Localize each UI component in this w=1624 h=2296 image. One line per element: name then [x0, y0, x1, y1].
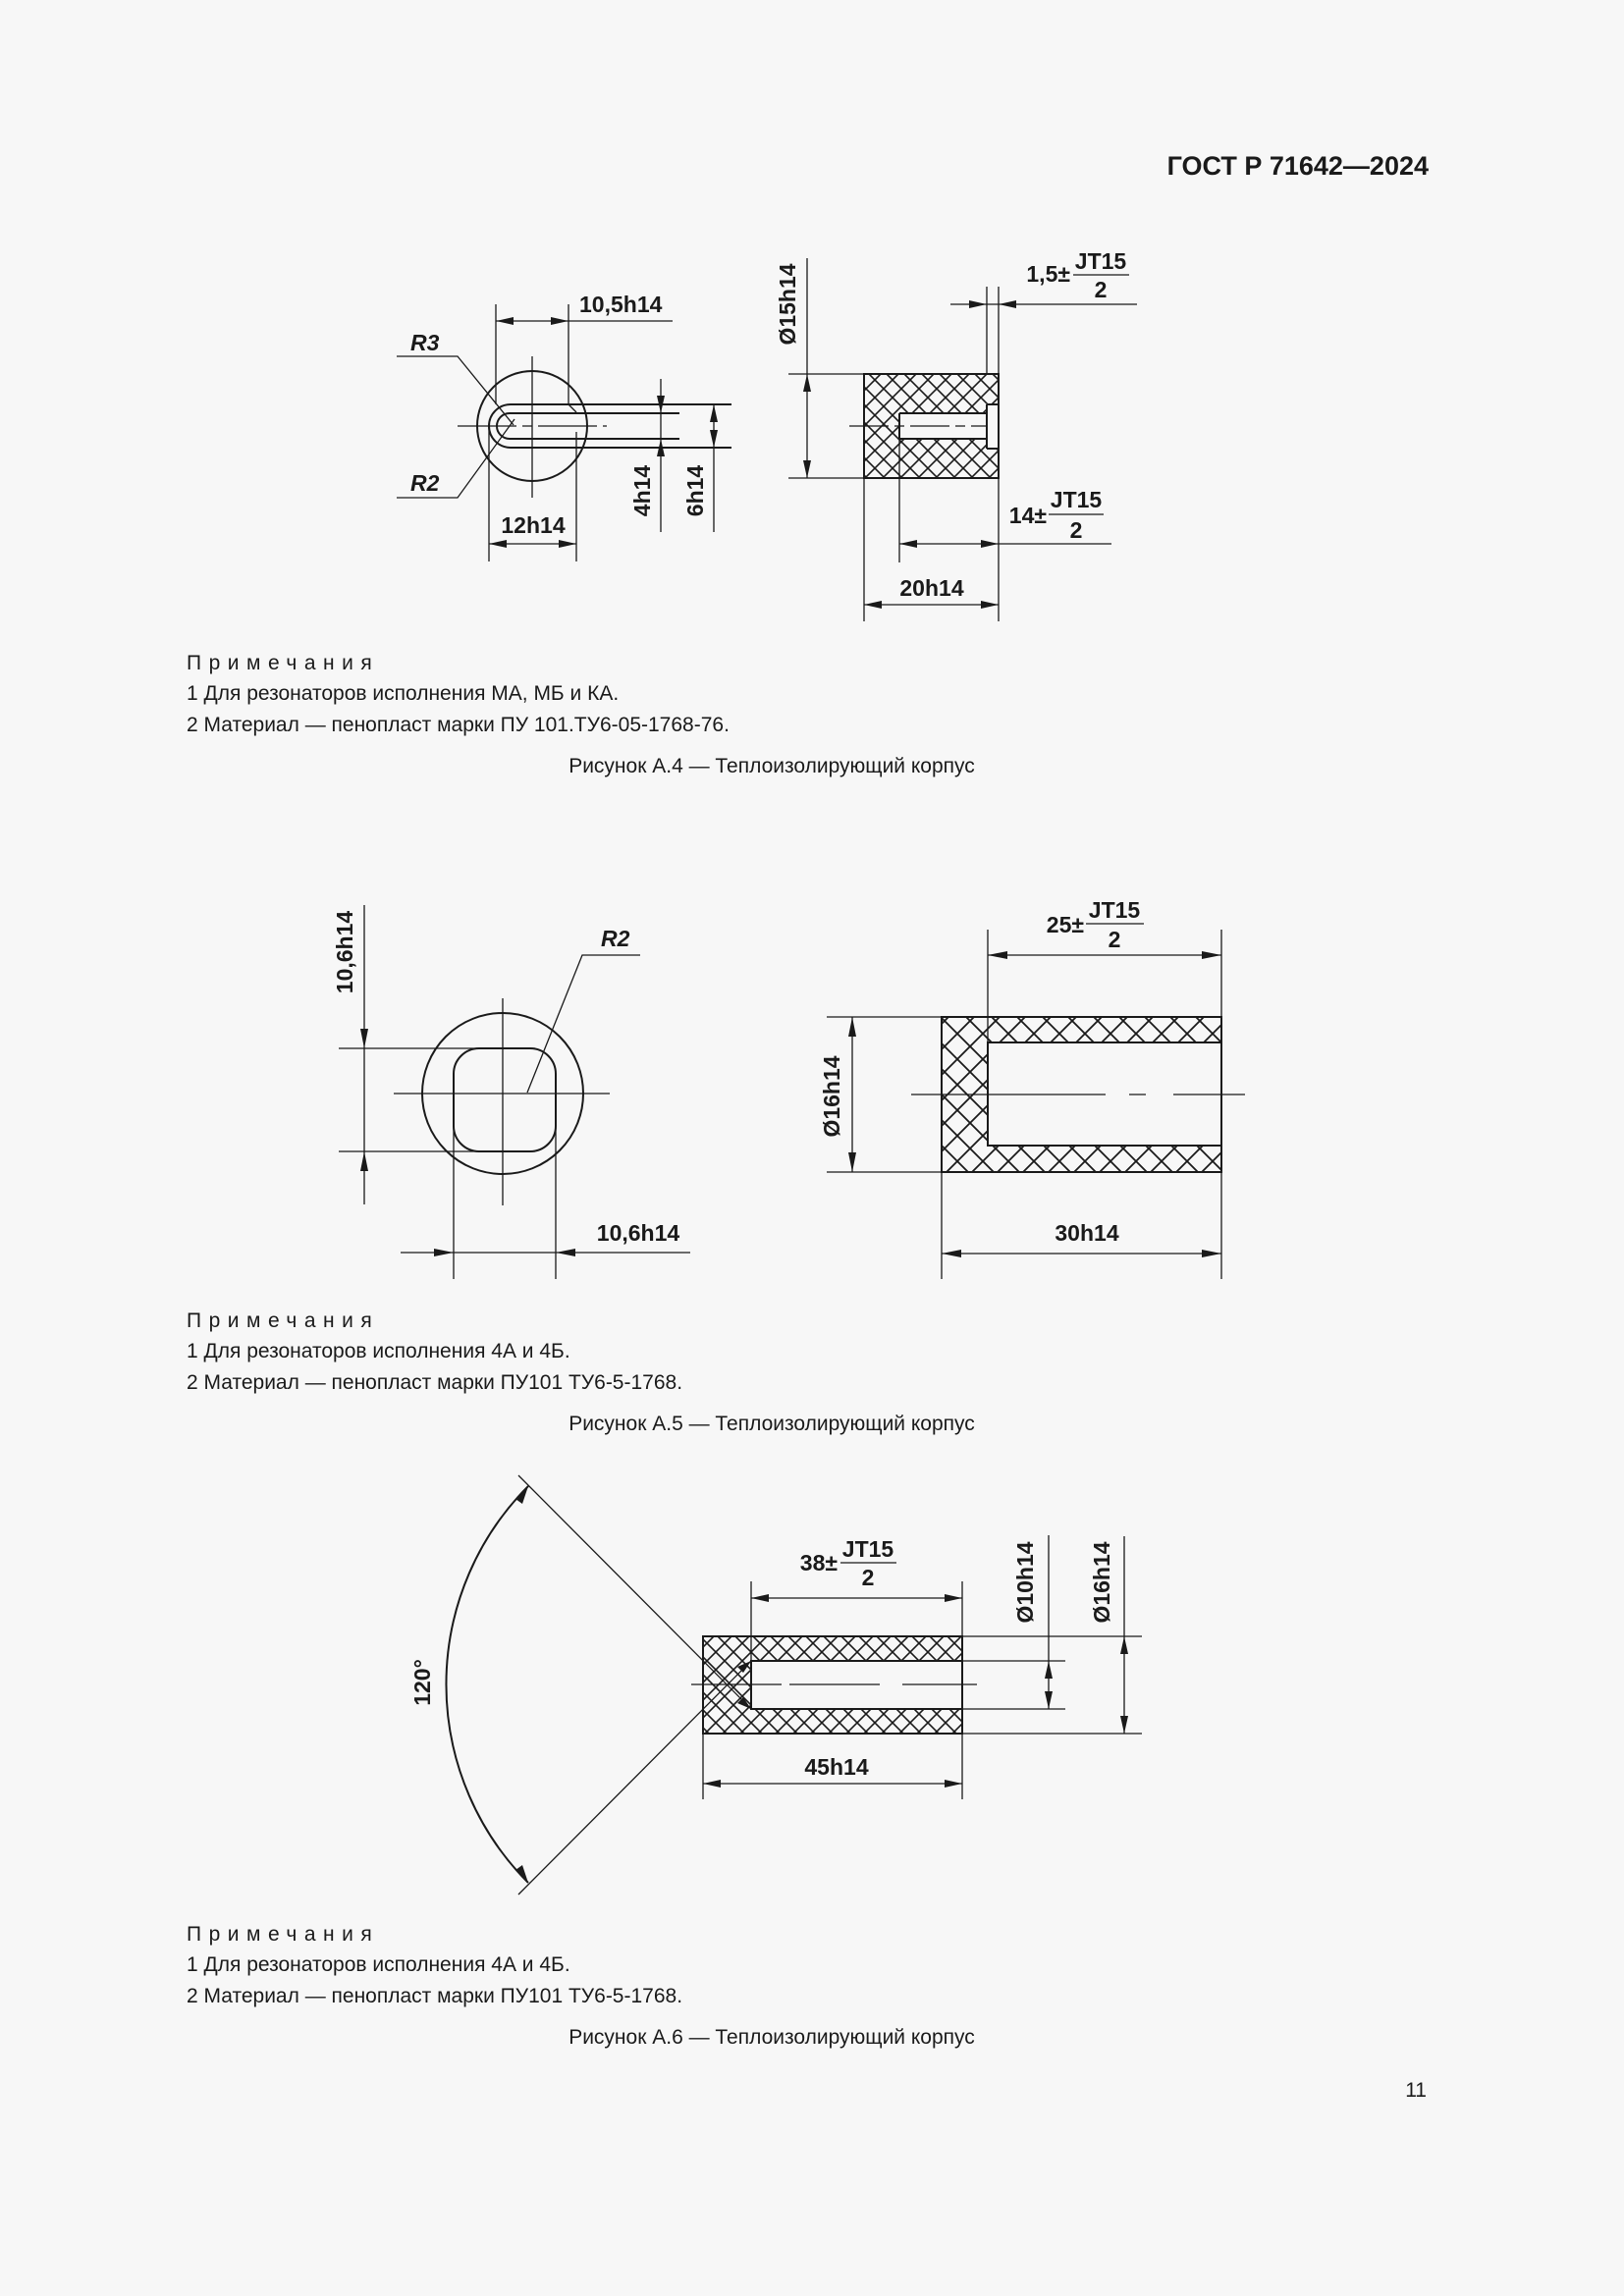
- figure-a5-section-view: [819, 897, 1245, 1279]
- note-2: 2 Материал — пенопласт марки ПУ101 ТУ6-5-1768.: [187, 1985, 683, 2007]
- figure-a4-front-view: [397, 292, 731, 561]
- figure-a5-front-view: [332, 905, 690, 1279]
- note-1: 1 Для резонаторов исполнения 4А и 4Б.: [187, 1340, 570, 1362]
- dim-1-5-nominal: 1,5±: [1026, 261, 1070, 287]
- dim-d16h14: Ø16h14: [819, 1055, 844, 1138]
- figure-a5-notes: [187, 1309, 975, 1435]
- dim-38-nominal: 38±: [799, 1550, 838, 1575]
- dim-tolerance-denominator: 2: [1094, 277, 1108, 302]
- dim-tolerance-numerator: JT15: [1088, 897, 1141, 923]
- dim-r2: R2: [410, 470, 440, 496]
- dim-tolerance-denominator: 2: [1108, 927, 1121, 952]
- dim-6h14: 6h14: [682, 464, 708, 517]
- dim-14-nominal: 14±: [1008, 503, 1047, 528]
- dim-30h14: 30h14: [1055, 1220, 1119, 1246]
- dim-12h14: 12h14: [501, 512, 566, 538]
- note-1: 1 Для резонаторов исполнения 4А и 4Б.: [187, 1953, 570, 1976]
- page-number: 11: [1405, 2079, 1427, 2102]
- figure-a6-notes: [187, 1923, 975, 2049]
- dim-r2: R2: [601, 926, 630, 951]
- notes-title: Примечания: [187, 652, 380, 674]
- dim-25-nominal: 25±: [1046, 912, 1084, 937]
- dim-10-5h14: 10,5h14: [579, 292, 663, 317]
- figure-a6-section-view: [409, 1475, 1142, 1895]
- dim-10-6h14-horizontal: 10,6h14: [596, 1220, 680, 1246]
- dim-r3: R3: [410, 330, 440, 355]
- dim-tolerance-numerator: JT15: [841, 1536, 894, 1562]
- figure-a4-section-view: [775, 248, 1137, 621]
- figure-caption: Рисунок А.5 — Теплоизолирующий корпус: [568, 1413, 975, 1435]
- note-2: 2 Материал — пенопласт марки ПУ 101.ТУ6-05-1768-76.: [187, 714, 730, 736]
- notes-title: Примечания: [187, 1309, 380, 1332]
- dim-tolerance-numerator: JT15: [1074, 248, 1127, 274]
- dim-tolerance-denominator: 2: [861, 1565, 875, 1590]
- dim-d15h14: Ø15h14: [775, 263, 800, 346]
- figure-caption: Рисунок А.6 — Теплоизолирующий корпус: [568, 2026, 975, 2049]
- document-number: ГОСТ Р 71642—2024: [1166, 151, 1429, 181]
- notes-title: Примечания: [187, 1923, 380, 1946]
- dim-angle-120: 120°: [409, 1659, 435, 1706]
- figure-caption: Рисунок А.4 — Теплоизолирующий корпус: [568, 755, 975, 777]
- note-2: 2 Материал — пенопласт марки ПУ101 ТУ6-5-1768.: [187, 1371, 683, 1394]
- dim-20h14: 20h14: [899, 575, 964, 601]
- dim-tolerance-numerator: JT15: [1050, 487, 1103, 512]
- dim-d10h14: Ø10h14: [1012, 1541, 1038, 1624]
- note-1: 1 Для резонаторов исполнения МА, МБ и КА.: [187, 682, 620, 705]
- dim-10-6h14-vertical: 10,6h14: [332, 910, 357, 994]
- dim-tolerance-denominator: 2: [1069, 517, 1083, 543]
- dim-4h14: 4h14: [629, 464, 655, 517]
- dim-45h14: 45h14: [804, 1754, 869, 1780]
- figure-a4-notes: [187, 652, 975, 777]
- dim-d16h14: Ø16h14: [1089, 1541, 1114, 1624]
